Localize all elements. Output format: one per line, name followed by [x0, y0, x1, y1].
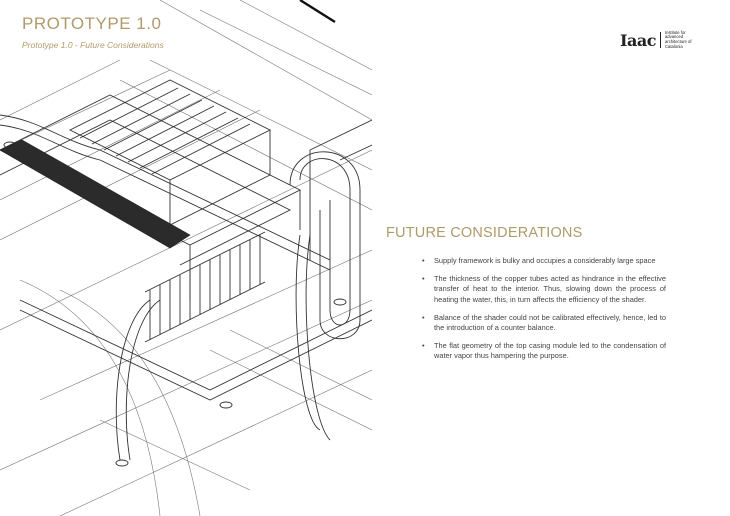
section-heading: FUTURE CONSIDERATIONS: [386, 225, 583, 241]
iaac-logo: [620, 30, 705, 50]
page-subtitle: Prototype 1.0 - Future Considerations: [22, 40, 164, 50]
list-item: • The thickness of the copper tubes acted as hindrance in the effective transfer of heat to the interior. Thus, slowing down the process of heating the water, this, in turn affects the efficiency of the shader.: [420, 274, 666, 305]
list-item: • Supply framework is bulky and occupies a considerably large space: [420, 256, 666, 266]
list-item: • Balance of the shader could not be calibrated effectively, hence, led to the introduction of a counter balance.: [420, 313, 666, 333]
logo-mark: Iaac: [620, 30, 656, 50]
page-title: PROTOTYPE 1.0: [22, 14, 162, 33]
bullet-list: [420, 256, 666, 370]
logo-divider: [660, 32, 661, 48]
list-item: • The flat geometry of the top casing module led to the condensation of water vapor thus hampering the purpose.: [420, 341, 666, 361]
logo-text: Institute for advanced architecture of Catalonia: [664, 29, 692, 49]
